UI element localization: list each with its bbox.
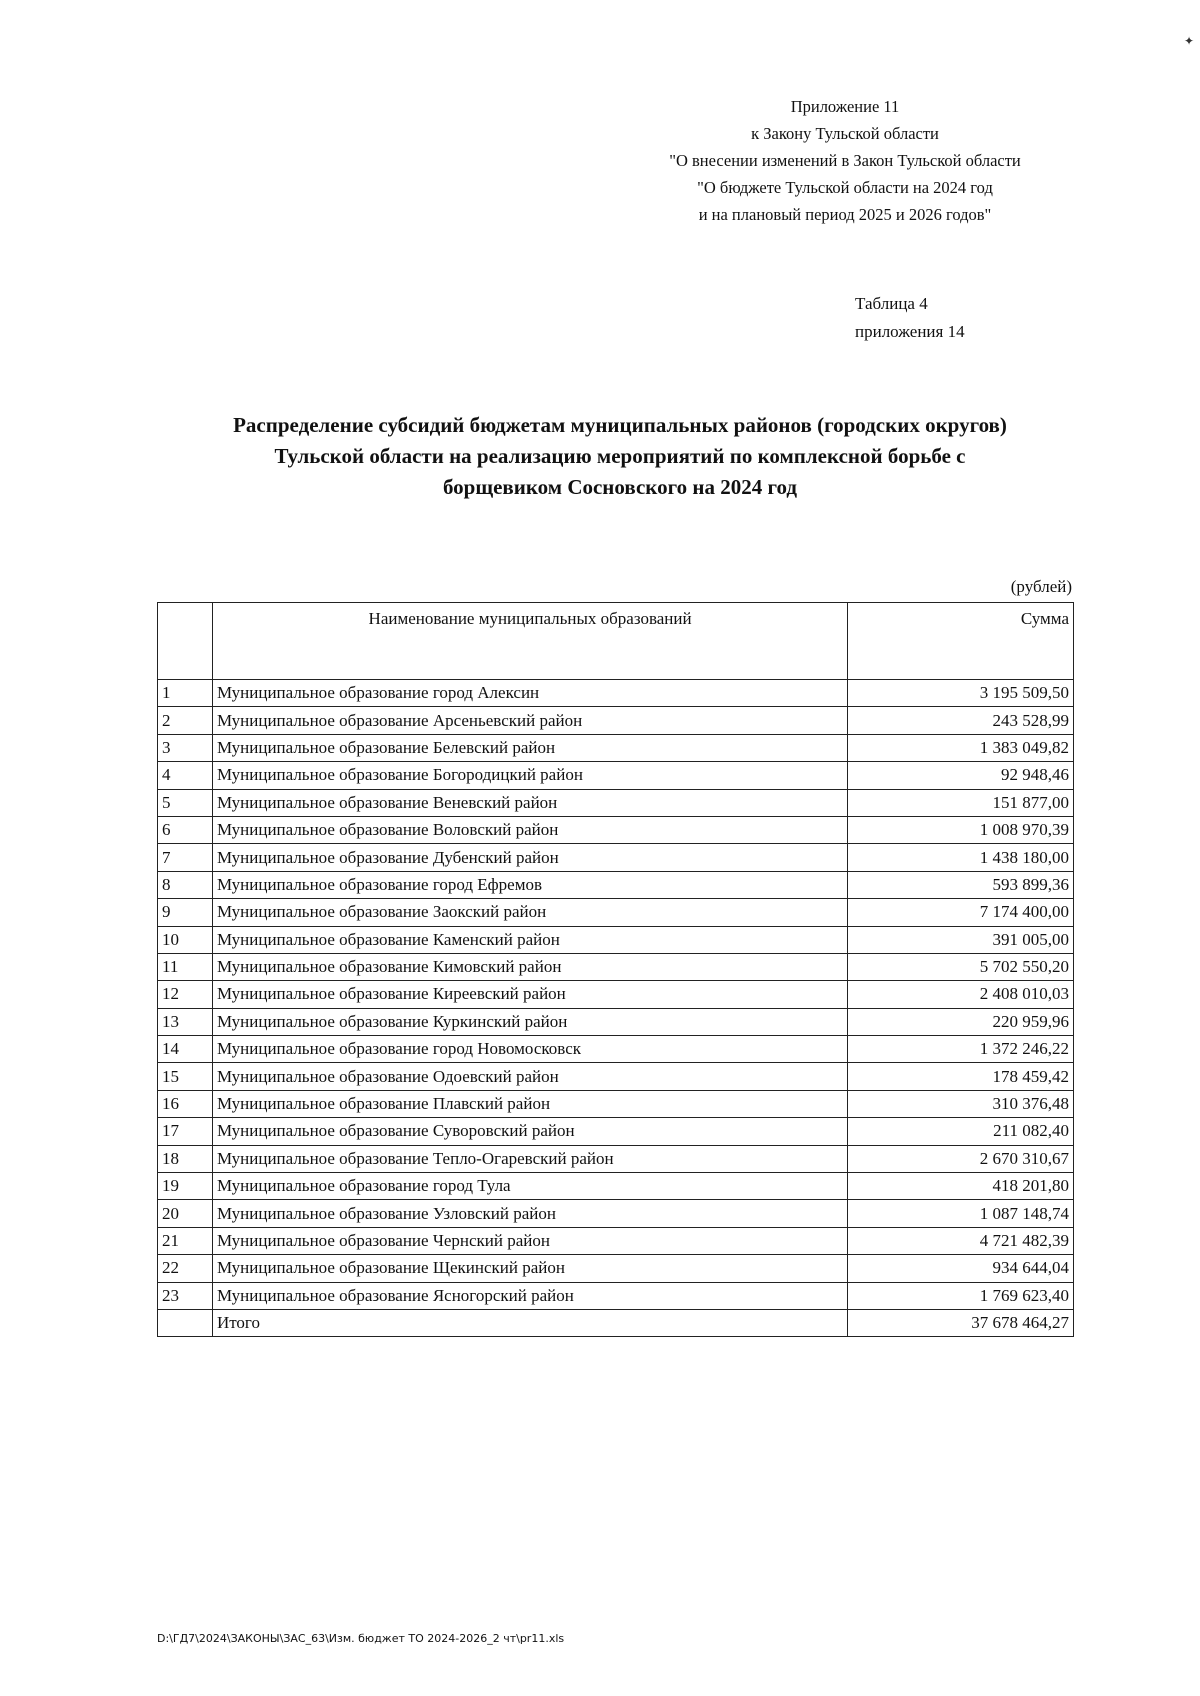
row-name: Муниципальное образование Арсеньевский район bbox=[212, 707, 847, 734]
row-name: Муниципальное образование Веневский район bbox=[212, 789, 847, 816]
header-name: Наименование муниципальных образований bbox=[212, 603, 847, 680]
total-row bbox=[158, 1309, 1074, 1336]
row-number: 6 bbox=[158, 816, 213, 843]
row-sum: 2 670 310,67 bbox=[848, 1145, 1074, 1172]
row-number: 14 bbox=[158, 1036, 213, 1063]
table-header-row bbox=[158, 603, 1074, 680]
row-name: Муниципальное образование Каменский район bbox=[212, 926, 847, 953]
row-name: Муниципальное образование город Ефремов bbox=[212, 871, 847, 898]
row-name: Муниципальное образование Узловский район bbox=[212, 1200, 847, 1227]
row-name: Муниципальное образование Заокский район bbox=[212, 899, 847, 926]
distribution-table bbox=[157, 602, 1074, 1337]
table-reference bbox=[855, 290, 965, 346]
row-name: Муниципальное образование Киреевский район bbox=[212, 981, 847, 1008]
document-title bbox=[140, 410, 1100, 503]
table-row bbox=[158, 680, 1074, 707]
table-row bbox=[158, 899, 1074, 926]
header-number bbox=[158, 603, 213, 680]
row-number: 12 bbox=[158, 981, 213, 1008]
table-row bbox=[158, 734, 1074, 761]
table-row bbox=[158, 926, 1074, 953]
row-number: 7 bbox=[158, 844, 213, 871]
appendix-line: к Закону Тульской области bbox=[751, 124, 939, 143]
table-row bbox=[158, 1173, 1074, 1200]
appendix-line: и на плановый период 2025 и 2026 годов" bbox=[698, 205, 992, 224]
row-sum: 418 201,80 bbox=[848, 1173, 1074, 1200]
row-sum: 2 408 010,03 bbox=[848, 981, 1074, 1008]
scan-mark: ✦ bbox=[1184, 34, 1195, 48]
row-name: Итого bbox=[212, 1309, 847, 1336]
row-name: Муниципальное образование Тепло-Огаревский район bbox=[212, 1145, 847, 1172]
title-line: Распределение субсидий бюджетам муниципальных районов (городских округов) bbox=[233, 413, 1007, 437]
appendix-line: Приложение 11 bbox=[790, 97, 900, 116]
row-name: Муниципальное образование Ясногорский район bbox=[212, 1282, 847, 1309]
row-sum: 3 195 509,50 bbox=[848, 680, 1074, 707]
row-name: Муниципальное образование Одоевский район bbox=[212, 1063, 847, 1090]
row-sum: 151 877,00 bbox=[848, 789, 1074, 816]
row-number: 21 bbox=[158, 1227, 213, 1254]
row-number: 17 bbox=[158, 1118, 213, 1145]
row-name: Муниципальное образование Щекинский район bbox=[212, 1255, 847, 1282]
row-number: 8 bbox=[158, 871, 213, 898]
row-name: Муниципальное образование город Тула bbox=[212, 1173, 847, 1200]
row-name: Муниципальное образование Воловский район bbox=[212, 816, 847, 843]
row-number: 2 bbox=[158, 707, 213, 734]
row-sum: 310 376,48 bbox=[848, 1090, 1074, 1117]
title-line: борщевиком Сосновского на 2024 год bbox=[442, 475, 798, 499]
row-number bbox=[158, 1309, 213, 1336]
table-row bbox=[158, 981, 1074, 1008]
appendix-line: "О бюджете Тульской области на 2024 год bbox=[697, 178, 993, 197]
row-sum: 4 721 482,39 bbox=[848, 1227, 1074, 1254]
table-row bbox=[158, 1118, 1074, 1145]
table-row bbox=[158, 1008, 1074, 1035]
row-number: 23 bbox=[158, 1282, 213, 1309]
row-sum: 92 948,46 bbox=[848, 762, 1074, 789]
table-ref-line: приложения 14 bbox=[855, 322, 965, 341]
row-number: 5 bbox=[158, 789, 213, 816]
header-sum: Сумма bbox=[848, 603, 1074, 680]
row-name: Муниципальное образование Суворовский район bbox=[212, 1118, 847, 1145]
table-row bbox=[158, 953, 1074, 980]
table-row bbox=[158, 816, 1074, 843]
row-name: Муниципальное образование Дубенский район bbox=[212, 844, 847, 871]
table-row bbox=[158, 1090, 1074, 1117]
row-sum: 1 438 180,00 bbox=[848, 844, 1074, 871]
row-sum: 211 082,40 bbox=[848, 1118, 1074, 1145]
table-row bbox=[158, 1255, 1074, 1282]
table-row bbox=[158, 1227, 1074, 1254]
row-number: 9 bbox=[158, 899, 213, 926]
row-sum: 391 005,00 bbox=[848, 926, 1074, 953]
table-row bbox=[158, 1200, 1074, 1227]
table-body bbox=[158, 680, 1074, 1337]
row-name: Муниципальное образование Куркинский район bbox=[212, 1008, 847, 1035]
table-row bbox=[158, 1145, 1074, 1172]
row-number: 10 bbox=[158, 926, 213, 953]
table-row bbox=[158, 1282, 1074, 1309]
row-name: Муниципальное образование Белевский район bbox=[212, 734, 847, 761]
row-name: Муниципальное образование город Новомосковск bbox=[212, 1036, 847, 1063]
table-row bbox=[158, 762, 1074, 789]
row-sum: 220 959,96 bbox=[848, 1008, 1074, 1035]
file-path-footer: D:\ГД7\2024\ЗАКОНЫ\ЗАС_63\Изм. бюджет ТО 2024-2026_2 чт\pr11.xls bbox=[157, 1632, 565, 1645]
row-sum: 5 702 550,20 bbox=[848, 953, 1074, 980]
row-number: 15 bbox=[158, 1063, 213, 1090]
row-number: 16 bbox=[158, 1090, 213, 1117]
table-row bbox=[158, 1063, 1074, 1090]
row-name: Муниципальное образование Плавский район bbox=[212, 1090, 847, 1117]
row-number: 3 bbox=[158, 734, 213, 761]
table-row bbox=[158, 1036, 1074, 1063]
table-row bbox=[158, 707, 1074, 734]
row-number: 22 bbox=[158, 1255, 213, 1282]
row-number: 1 bbox=[158, 680, 213, 707]
row-number: 13 bbox=[158, 1008, 213, 1035]
row-name: Муниципальное образование Богородицкий район bbox=[212, 762, 847, 789]
row-name: Муниципальное образование город Алексин bbox=[212, 680, 847, 707]
table-row bbox=[158, 844, 1074, 871]
row-sum: 1 769 623,40 bbox=[848, 1282, 1074, 1309]
row-name: Муниципальное образование Кимовский район bbox=[212, 953, 847, 980]
row-sum: 593 899,36 bbox=[848, 871, 1074, 898]
row-sum: 1 087 148,74 bbox=[848, 1200, 1074, 1227]
row-number: 19 bbox=[158, 1173, 213, 1200]
row-sum: 7 174 400,00 bbox=[848, 899, 1074, 926]
unit-label: (рублей) bbox=[1010, 577, 1072, 596]
row-number: 4 bbox=[158, 762, 213, 789]
row-sum: 1 008 970,39 bbox=[848, 816, 1074, 843]
title-line: Тульской области на реализацию мероприятий по комплексной борьбе с bbox=[274, 444, 966, 468]
row-sum: 934 644,04 bbox=[848, 1255, 1074, 1282]
row-number: 18 bbox=[158, 1145, 213, 1172]
row-sum: 1 372 246,22 bbox=[848, 1036, 1074, 1063]
row-number: 11 bbox=[158, 953, 213, 980]
row-sum: 243 528,99 bbox=[848, 707, 1074, 734]
row-sum: 1 383 049,82 bbox=[848, 734, 1074, 761]
table-ref-line: Таблица 4 bbox=[855, 294, 928, 313]
table-row bbox=[158, 871, 1074, 898]
row-sum: 37 678 464,27 bbox=[848, 1309, 1074, 1336]
table-row bbox=[158, 789, 1074, 816]
row-sum: 178 459,42 bbox=[848, 1063, 1074, 1090]
appendix-header bbox=[600, 93, 1090, 228]
row-name: Муниципальное образование Чернский район bbox=[212, 1227, 847, 1254]
row-number: 20 bbox=[158, 1200, 213, 1227]
appendix-line: "О внесении изменений в Закон Тульской области bbox=[669, 151, 1021, 170]
